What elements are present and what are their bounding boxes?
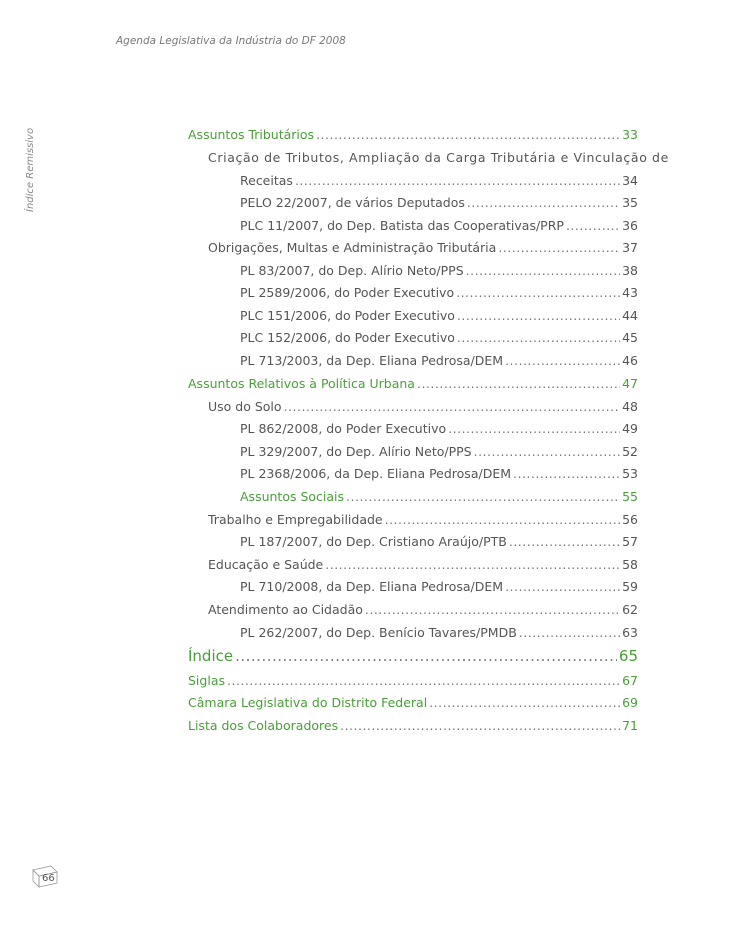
toc-entry-title: Educação e Saúde [208,557,324,572]
toc-entry-pl-262[interactable] [240,622,638,644]
toc-entry-criacao-tributos[interactable]: Criação de Tributos, Ampliação da Carga Tributária e Vinculação de [208,150,669,165]
toc-entry-title: PL 710/2008, da Dep. Eliana Pedrosa/DEM [240,579,504,594]
toc-entry-title: PL 862/2008, do Poder Executivo [240,421,447,436]
toc-entry-title: PL 329/2007, do Dep. Alírio Neto/PPS [240,444,472,459]
toc-entry-page: 44 [622,308,638,323]
toc-entry-page: 58 [622,557,638,572]
toc-entry-pl-2589[interactable] [240,282,638,304]
toc-entry-page: 35 [622,195,638,210]
toc-entry-lista-colaboradores[interactable] [188,715,638,737]
dot-leader [519,622,620,644]
toc-entry-title: PLC 11/2007, do Dep. Batista das Cooperativas/PRP [240,218,564,233]
toc-entry-indice[interactable] [188,645,638,667]
toc-entry-uso-do-solo[interactable] [208,396,638,418]
toc-entry-title: PLC 151/2006, do Poder Executivo [240,308,455,323]
toc-entry-politica-urbana[interactable] [188,373,638,395]
dot-leader [316,124,620,146]
toc-entry-page: 46 [622,353,638,368]
toc-entry-plc-152[interactable] [240,327,638,349]
toc-entry-page: 52 [622,444,638,459]
toc-entry-page: 67 [622,673,638,688]
running-header: Agenda Legislativa da Indústria do DF 2008 [116,35,346,47]
toc-entry-title: Lista dos Colaboradores [188,718,339,733]
dot-leader [466,260,620,282]
toc-entry-page: 34 [622,173,638,188]
toc-entry-title: PL 713/2003, da Dep. Eliana Pedrosa/DEM [240,353,504,368]
toc-entry-title: Índice [188,647,234,665]
toc-entry-title: Trabalho e Empregabilidade [208,512,383,527]
toc-entry-title: Câmara Legislativa do Distrito Federal [188,695,428,710]
dot-leader [566,215,620,237]
toc-entry-title: PL 2368/2006, da Dep. Eliana Pedrosa/DEM [240,466,512,481]
dot-leader [227,670,620,692]
toc-entry-page: 59 [622,579,638,594]
toc-entry-pl-83[interactable] [240,260,638,282]
dot-leader [325,554,620,576]
toc-entry-title: Receitas [240,173,293,188]
toc-entry-page: 53 [622,466,638,481]
toc-entry-title: PL 83/2007, do Dep. Alírio Neto/PPS [240,263,464,278]
toc-entry-page: 56 [622,512,638,527]
toc-entry-educacao[interactable] [208,554,638,576]
dot-leader [456,282,620,304]
dot-leader [417,373,620,395]
dot-leader [505,576,620,598]
toc-entry-page: 55 [622,489,638,504]
dot-leader [498,237,620,259]
dot-leader [509,531,620,553]
toc-entry-pl-713[interactable] [240,350,638,372]
toc-entry-page: 43 [622,285,638,300]
toc-entry-title: PL 187/2007, do Dep. Cristiano Araújo/PTB [240,534,507,549]
toc-entry-assuntos-tributarios[interactable] [188,124,638,146]
toc-entry-obrigacoes[interactable] [208,237,638,259]
dot-leader [340,715,620,737]
toc-entry-title: PELO 22/2007, de vários Deputados [240,195,465,210]
toc-entry-camara[interactable] [188,692,638,714]
toc-entry-page: 37 [622,240,638,255]
toc-entry-page: 71 [622,718,638,733]
dot-leader [505,350,620,372]
toc-entry-pl-2368[interactable] [240,463,638,485]
toc-entry-title: PL 262/2007, do Dep. Benício Tavares/PMDB [240,625,517,640]
toc-entry-page: 47 [622,376,638,391]
toc-entry-title: Uso do Solo [208,399,282,414]
dot-leader [429,692,620,714]
dot-leader [457,305,620,327]
toc-entry-page: 62 [622,602,638,617]
toc-entry-title: Assuntos Relativos à Política Urbana [188,376,415,391]
toc-entry-page: 69 [622,695,638,710]
toc-entry-siglas[interactable] [188,670,638,692]
toc-entry-atendimento[interactable] [208,599,638,621]
dot-leader [457,327,620,349]
toc-entry-pelo-22[interactable] [240,192,638,214]
toc-entry-receitas[interactable] [240,170,638,192]
dot-leader [385,509,620,531]
toc-entry-title: PL 2589/2006, do Poder Executivo [240,285,455,300]
toc-entry-page: 48 [622,399,638,414]
toc-entry-title: Assuntos Sociais [240,489,345,504]
dot-leader [235,645,617,667]
page-number: 66 [42,873,55,884]
toc-entry-title: PLC 152/2006, do Poder Executivo [240,330,455,345]
dot-leader [513,463,620,485]
toc-entry-page: 65 [618,647,638,665]
dot-leader [295,170,620,192]
dot-leader [346,486,620,508]
toc-entry-title: Siglas [188,673,225,688]
dot-leader [448,418,620,440]
toc-entry-pl-710[interactable] [240,576,638,598]
toc-entry-pl-187[interactable] [240,531,638,553]
toc-entry-page: 57 [622,534,638,549]
toc-entry-page: 36 [622,218,638,233]
toc-entry-plc-151[interactable] [240,305,638,327]
toc-entry-trabalho[interactable] [208,509,638,531]
toc-entry-title: Atendimento ao Cidadão [208,602,363,617]
toc-entry-title: Assuntos Tributários [188,127,315,142]
toc-entry-plc-11[interactable] [240,215,638,237]
toc-entry-pl-329[interactable] [240,441,638,463]
toc-entry-page: 38 [622,263,638,278]
toc-entry-assuntos-sociais[interactable] [240,486,638,508]
dot-leader [365,599,620,621]
toc-entry-page: 63 [622,625,638,640]
section-side-label: Índice Remissivo [25,127,36,212]
toc-entry-title: Obrigações, Multas e Administração Tributária [208,240,497,255]
toc-entry-page: 49 [622,421,638,436]
toc-entry-page: 45 [622,330,638,345]
toc-entry-pl-862[interactable] [240,418,638,440]
dot-leader [467,192,620,214]
toc-entry-page: 33 [622,127,638,142]
dot-leader [284,396,621,418]
dot-leader [474,441,620,463]
